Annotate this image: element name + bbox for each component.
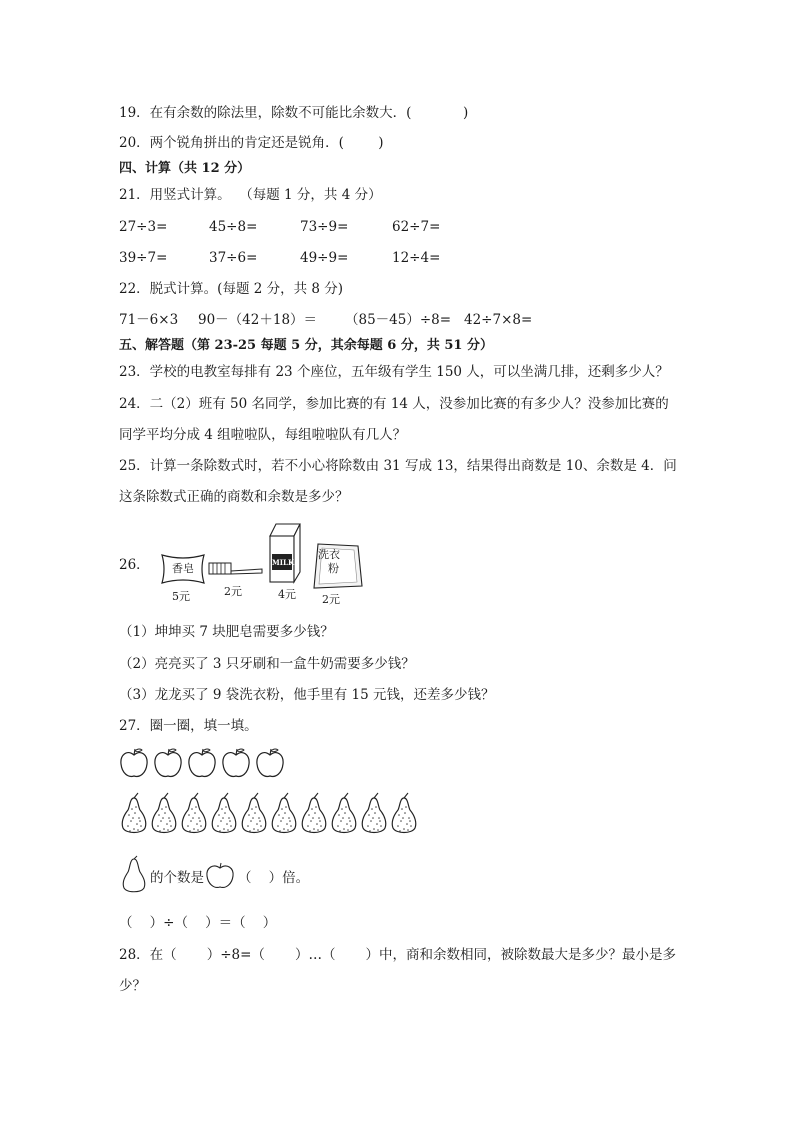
question-25-line1: 25．计算一条除数式时，若不小心将除数由 31 写成 13，结果得出商数是 10、余数是 4．问	[119, 458, 677, 474]
toothbrush-icon	[208, 561, 264, 577]
q22-item: （85－45）÷8=	[345, 312, 452, 328]
question-24-line2: 同学平均分成 4 组啦啦队，每组啦啦队有几人？	[119, 427, 407, 443]
q22-item: 42÷7×8=	[464, 312, 533, 328]
q22-item: 90－（42＋18）＝	[198, 312, 318, 328]
question-22: 22．脱式计算。(每题 2 分，共 8 分)	[119, 281, 344, 297]
question-23: 23．学校的电教室每排有 23 个座位，五年级有学生 150 人，可以坐满几排，还剩多少人？	[119, 364, 669, 380]
question-21: 21．用竖式计算。 （每题 1 分，共 4 分）	[119, 187, 382, 203]
question-26-3: （3）龙龙买了 9 袋洗衣粉，他手里有 15 元钱，还差多少钱？	[119, 687, 495, 703]
question-28-line1: 28．在（ ）÷8=（ ）…（ ）中，商和余数相同，被除数最大是多少？最小是多	[119, 947, 677, 963]
q27-equation: （ ）÷（ ）＝（ ）	[119, 915, 277, 931]
apple-icon	[119, 747, 149, 779]
toothbrush-price: 2元	[224, 585, 242, 598]
pear-icon	[239, 793, 269, 835]
washing-powder-price: 2元	[322, 593, 340, 606]
question-26-number: 26．	[119, 557, 150, 573]
q21-item: 12÷4=	[392, 250, 441, 266]
milk-label: MILK	[272, 558, 295, 567]
question-24-line1: 24．二（2）班有 50 名同学，参加比赛的有 14 人，没参加比赛的有多少人？没参加比赛的	[119, 396, 669, 412]
soap-price: 5元	[172, 590, 190, 603]
question-25-line2: 这条除数式正确的商数和余数是多少？	[119, 489, 349, 505]
q21-item: 27÷3=	[119, 219, 168, 235]
q27-text-b: （ ）倍。	[238, 870, 310, 886]
section-5-heading: 五、解答题（第 23-25 每题 5 分，其余每题 6 分，共 51 分）	[119, 338, 493, 353]
section-4-heading: 四、计算（共 12 分）	[119, 161, 251, 176]
soap-label: 香皂	[172, 562, 194, 575]
q21-item: 73÷9=	[300, 219, 349, 235]
pear-icon	[209, 793, 239, 835]
question-27: 27．圈一圈，填一填。	[119, 718, 258, 734]
apple-icon	[221, 747, 251, 779]
apple-icon	[205, 862, 235, 890]
q21-item: 39÷7=	[119, 250, 168, 266]
pear-icon	[359, 793, 389, 835]
apple-icon	[153, 747, 183, 779]
apple-icon	[255, 747, 285, 779]
q21-item: 45÷8=	[209, 219, 258, 235]
pear-icon	[299, 793, 329, 835]
pear-icon	[389, 793, 419, 835]
pear-icon	[269, 793, 299, 835]
washing-powder-label-1: 洗衣	[318, 548, 340, 561]
q27-text-a: 的个数是	[150, 870, 204, 886]
pear-icon	[329, 793, 359, 835]
apple-icon	[187, 747, 217, 779]
q21-item: 62÷7=	[392, 219, 441, 235]
pear-icon	[120, 856, 148, 894]
question-20: 20．两个锐角拼出的肯定还是锐角．( )	[119, 135, 384, 151]
question-28-line2: 少？	[119, 978, 146, 994]
pear-icon	[179, 793, 209, 835]
question-26-1: （1）坤坤买 7 块肥皂需要多少钱？	[119, 624, 334, 640]
question-26-2: （2）亮亮买了 3 只牙刷和一盒牛奶需要多少钱？	[119, 656, 415, 672]
washing-powder-label-2: 粉	[328, 562, 339, 575]
q22-item: 71－6×3	[119, 312, 179, 328]
q21-item: 37÷6=	[209, 250, 258, 266]
q21-item: 49÷9=	[300, 250, 349, 266]
milk-price: 4元	[278, 588, 296, 601]
question-19: 19．在有余数的除法里，除数不可能比余数大．( )	[119, 105, 469, 121]
milk-carton-icon	[266, 522, 304, 584]
pear-icon	[149, 793, 179, 835]
pear-icon	[119, 793, 149, 835]
